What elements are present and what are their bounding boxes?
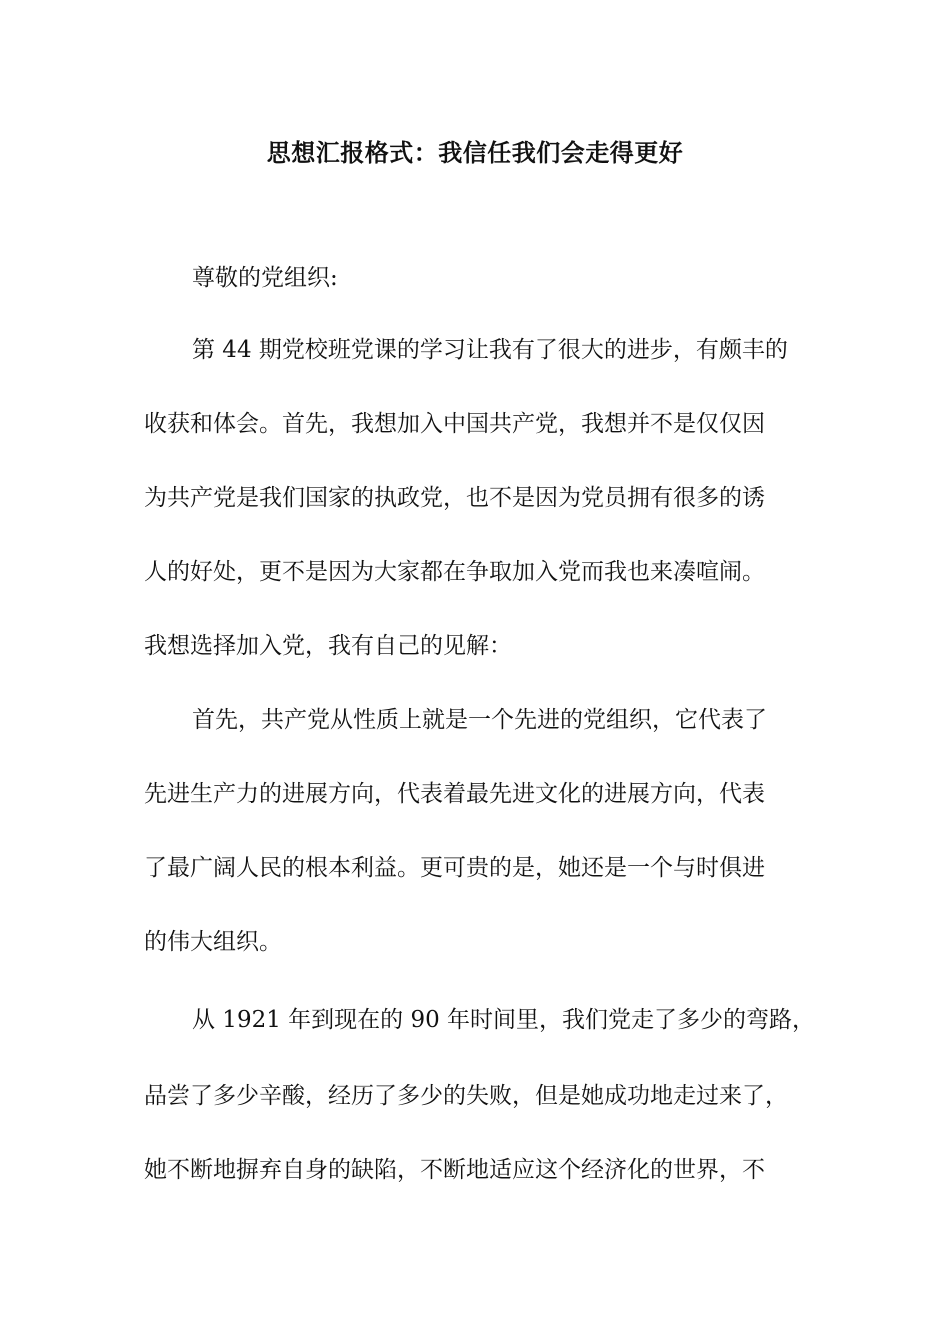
body-line: 先进生产力的进展方向，代表着最先进文化的进展方向，代表 xyxy=(144,781,765,807)
body-line: 首先，共产党从性质上就是一个先进的党组织，它代表了 xyxy=(192,707,767,733)
salutation: 尊敬的党组织: xyxy=(192,265,338,291)
body-line: 了最广阔人民的根本利益。更可贵的是，她还是一个与时俱进 xyxy=(144,855,765,881)
body-line: 的伟大组织。 xyxy=(144,929,282,955)
body-line: 我想选择加入党，我有自己的见解： xyxy=(144,633,512,659)
body-line: 品尝了多少辛酸，经历了多少的失败，但是她成功地走过来了， xyxy=(144,1083,788,1109)
body-line: 人的好处，更不是因为大家都在争取加入党而我也来凑喧闹。 xyxy=(144,559,765,585)
body-line: 她不断地摒弃自身的缺陷，不断地适应这个经济化的世界，不 xyxy=(144,1157,765,1183)
body-line: 从 1921 年到现在的 90 年时间里，我们党走了多少的弯路， xyxy=(192,1007,816,1033)
body-line: 收获和体会。首先，我想加入中国共产党，我想并不是仅仅因 xyxy=(144,411,765,437)
document-title: 思想汇报格式：我信任我们会走得更好 xyxy=(266,139,684,167)
body-line: 第 44 期党校班党课的学习让我有了很大的进步，有颇丰的 xyxy=(192,337,788,363)
body-line: 为共产党是我们国家的执政党，也不是因为党员拥有很多的诱 xyxy=(144,485,765,511)
